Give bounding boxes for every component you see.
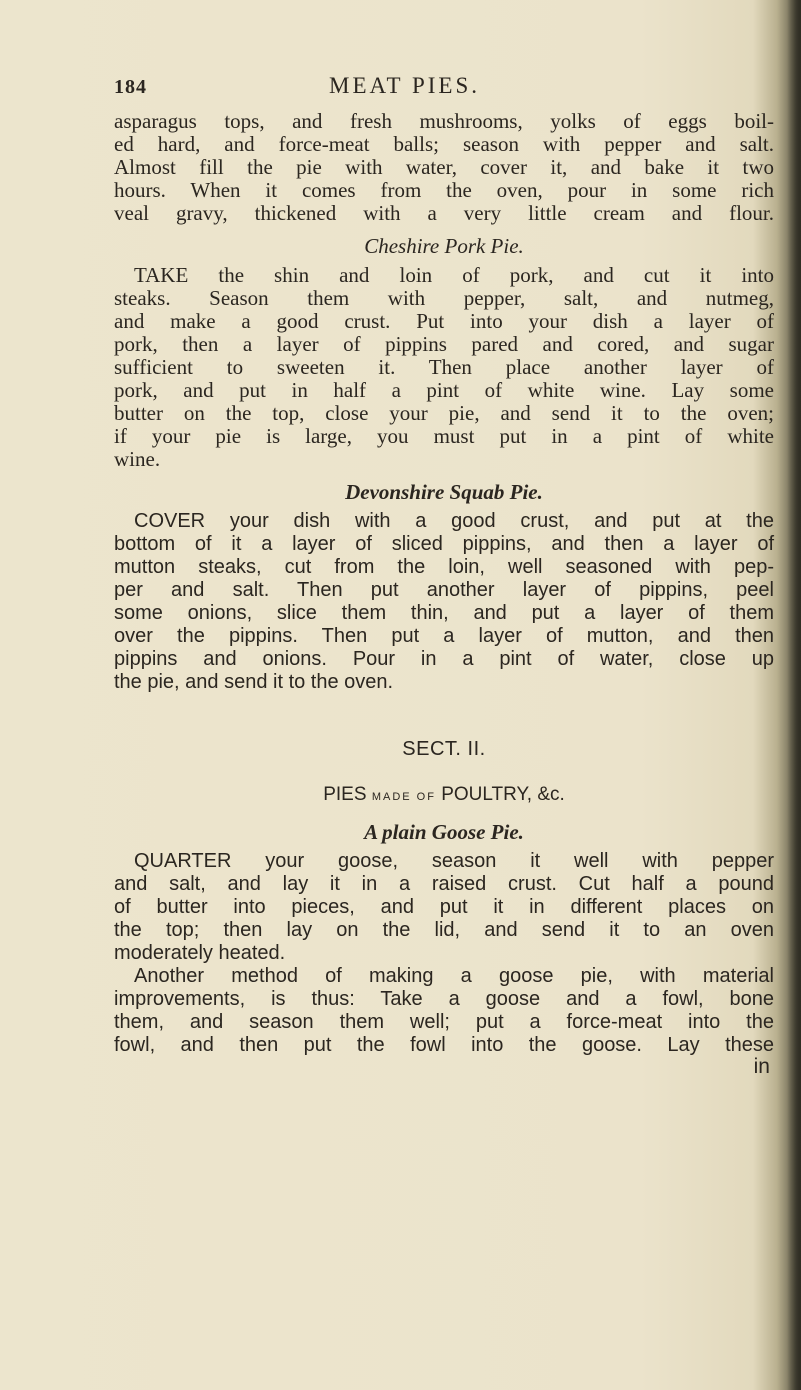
- recipe-title: A plain Goose Pie.: [364, 820, 524, 844]
- page-number: 184: [114, 76, 147, 98]
- text-line: sufficient to sweeten it. Then place another layer of: [114, 355, 774, 379]
- text-line: ed hard, and force-meat balls; season with pepper and salt.: [114, 132, 774, 156]
- text-line: per and salt. Then put another layer of pippins, peel: [114, 579, 774, 601]
- recipe-title: Devonshire Squab Pie.: [345, 480, 543, 504]
- text-line: some onions, slice them thin, and put a layer of them: [114, 602, 774, 624]
- text-line: improvements, is thus: Take a goose and a fowl, bone: [114, 988, 774, 1010]
- text-line: and make a good crust. Put into your dish a layer of: [114, 309, 774, 333]
- text-line: pork, then a layer of pippins pared and cored, and sugar: [114, 332, 774, 356]
- text-line: COVER your dish with a good crust, and put at the: [134, 510, 774, 532]
- catchword: in: [753, 1055, 770, 1078]
- text-line: if your pie is large, you must put in a pint of white: [114, 424, 774, 448]
- recipe-paragraph: [114, 850, 774, 1057]
- text-line: bottom of it a layer of sliced pippins, and then a layer of: [114, 533, 774, 555]
- subheading-part: PIES: [323, 784, 367, 805]
- text-line: hours. When it comes from the oven, pour in some rich: [114, 178, 774, 202]
- text-line: QUARTER your goose, season it well with pepper: [134, 850, 774, 872]
- page-edge-shadow: [787, 0, 801, 1390]
- page-text: [114, 74, 774, 1078]
- text-line: Almost fill the pie with water, cover it, and bake it two: [114, 155, 774, 179]
- text-line: the top; then lay on the lid, and send it to an oven: [114, 919, 774, 941]
- text-line: pippins and onions. Pour in a pint of water, close up: [114, 648, 774, 670]
- text-line: wine.: [114, 447, 161, 471]
- text-line: them, and season them well; put a force-meat into the: [114, 1011, 774, 1033]
- text-line: pork, and put in half a pint of white wine. Lay some: [114, 378, 774, 402]
- text-line: over the pippins. Then put a layer of mutton, and then: [114, 625, 774, 647]
- recipe-paragraph: [114, 264, 774, 471]
- text-line: butter on the top, close your pie, and send it to the oven;: [114, 401, 774, 425]
- subheading-part: POULTRY, &c.: [441, 784, 565, 805]
- subheading-small-caps: MADE OF: [371, 791, 436, 803]
- text-line: steaks. Season them with pepper, salt, and nutmeg,: [114, 286, 774, 310]
- section-subheading: [114, 783, 774, 809]
- text-line: TAKE the shin and loin of pork, and cut it into: [134, 263, 774, 287]
- text-line: and salt, and lay it in a raised crust. Cut half a pound: [114, 873, 774, 895]
- text-line: asparagus tops, and fresh mushrooms, yolks of eggs boil-: [114, 109, 774, 133]
- text-line: fowl, and then put the fowl into the goose. Lay these: [114, 1034, 774, 1056]
- continuation-paragraph: [114, 110, 774, 225]
- recipe-title: Cheshire Pork Pie.: [364, 234, 524, 258]
- text-line: of butter into pieces, and put it in different places on: [114, 896, 774, 918]
- page-header: [114, 74, 774, 102]
- recipe-paragraph: [114, 510, 774, 694]
- text-line: moderately heated.: [114, 942, 286, 964]
- text-line: mutton steaks, cut from the loin, well seasoned with pep-: [114, 556, 774, 578]
- running-head: MEAT PIES.: [329, 73, 480, 98]
- text-line: veal gravy, thickened with a very little cream and flour.: [114, 201, 774, 225]
- text-line: Another method of making a goose pie, with material: [134, 965, 774, 987]
- section-heading: SECT. II.: [402, 738, 486, 760]
- text-line: the pie, and send it to the oven.: [114, 671, 394, 693]
